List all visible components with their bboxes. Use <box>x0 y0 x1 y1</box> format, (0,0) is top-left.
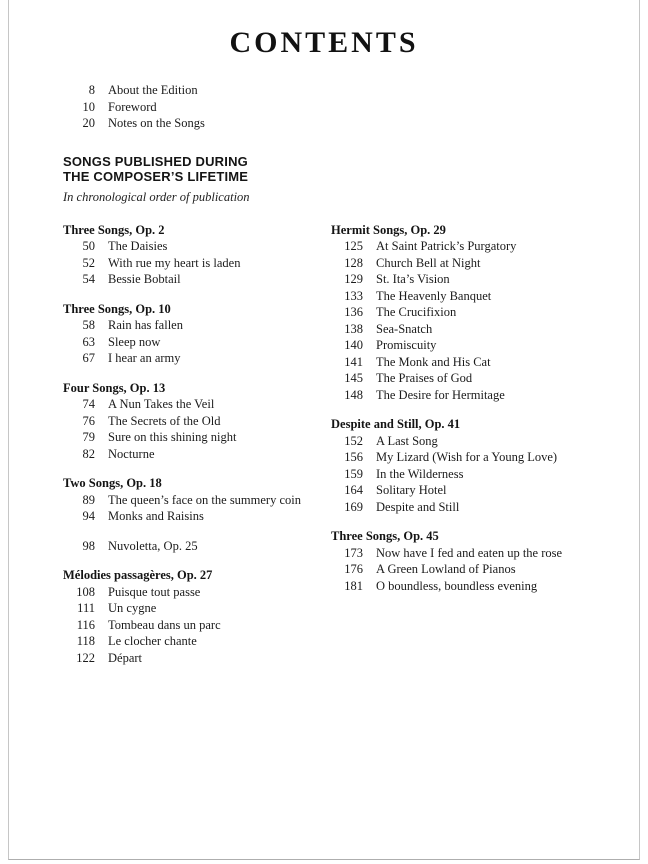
song-title: St. Ita’s Vision <box>376 272 450 286</box>
section-heading <box>63 154 621 185</box>
song-title: Sleep now <box>108 334 161 349</box>
toc-entry <box>63 396 331 413</box>
toc-entry <box>331 370 621 387</box>
song-group <box>63 222 331 288</box>
page-number: 136 <box>344 305 363 319</box>
page-number: 173 <box>344 545 363 560</box>
song-title: The Monk and His Cat <box>376 354 491 369</box>
song-title: Solitary Hotel <box>376 483 447 497</box>
song-title: Church Bell at Night <box>376 255 481 270</box>
song-title: About the Edition <box>108 83 198 97</box>
song-title: The Heavenly Banquet <box>376 288 492 303</box>
song-title: Rain has fallen <box>108 318 183 332</box>
song-title: Notes on the Songs <box>108 116 205 130</box>
toc-entry <box>331 449 621 466</box>
song-title: My Lizard (Wish for a Young Love) <box>376 450 558 464</box>
toc-entry <box>331 578 621 595</box>
page-number: 145 <box>344 371 363 385</box>
toc-entry <box>331 561 621 578</box>
song-title: A Green Lowland of Pianos <box>376 562 516 576</box>
song-title: A Last Song <box>376 433 438 448</box>
page-number: 141 <box>344 354 363 369</box>
song-title: Despite and Still <box>376 499 460 514</box>
toc-entry <box>331 482 621 499</box>
contents-page <box>8 0 640 860</box>
toc-entry <box>63 413 331 430</box>
song-title: Sure on this shining night <box>108 430 237 444</box>
page-number: 116 <box>76 617 95 632</box>
page-number: 76 <box>82 413 95 428</box>
song-group <box>63 475 331 525</box>
section-subheading: In chronological order of publication <box>63 189 250 204</box>
page-number: 176 <box>344 562 363 576</box>
toc-entry <box>331 238 621 255</box>
toc-entry <box>331 499 621 516</box>
toc-entry <box>331 304 621 321</box>
group-heading: Two Songs, Op. 18 <box>63 476 162 490</box>
toc-entry <box>63 82 621 99</box>
song-title: Bessie Bobtail <box>108 272 181 286</box>
song-title: The Secrets of the Old <box>108 413 221 428</box>
song-title: Nocturne <box>108 446 155 461</box>
song-group <box>331 416 621 515</box>
song-title: Promiscuity <box>376 338 437 352</box>
toc-entry <box>63 334 331 351</box>
group-heading: Despite and Still, Op. 41 <box>331 417 461 431</box>
song-group <box>63 380 331 463</box>
song-title: Le clocher chante <box>108 634 197 648</box>
song-title: Puisque tout passe <box>108 584 201 599</box>
song-group <box>63 301 331 367</box>
page-content <box>9 60 639 679</box>
page-number: 159 <box>344 466 363 481</box>
page-title: CONTENTS <box>229 26 419 59</box>
toc-entry <box>63 429 331 446</box>
page-number: 8 <box>88 83 95 97</box>
song-group <box>331 528 621 594</box>
page-number: 52 <box>82 255 95 270</box>
song-title: With rue my heart is laden <box>108 255 241 270</box>
page-number: 50 <box>82 239 95 253</box>
section-heading-line1: SONGS PUBLISHED DURING <box>63 153 248 169</box>
page-number: 129 <box>344 272 363 286</box>
toc-entry <box>331 321 621 338</box>
page-number: 89 <box>82 492 95 507</box>
page-number: 148 <box>344 387 363 402</box>
toc-entry <box>63 271 331 288</box>
page-number: 10 <box>82 99 95 114</box>
section-heading-line2: THE COMPOSER’S LIFETIME <box>63 169 249 184</box>
toc-entry <box>63 617 331 634</box>
page-number: 138 <box>344 321 363 336</box>
song-title: Un cygne <box>108 601 157 615</box>
toc-entry <box>63 350 331 367</box>
page-number: 128 <box>344 255 363 270</box>
toc-entry <box>63 115 621 132</box>
song-title: Now have I fed and eaten up the rose <box>376 545 563 560</box>
toc-column-left <box>63 222 331 680</box>
page-number: 181 <box>344 578 363 593</box>
song-title: Tombeau dans un parc <box>108 617 221 632</box>
group-heading: Three Songs, Op. 2 <box>63 222 165 237</box>
song-group <box>63 567 331 666</box>
page-number: 140 <box>344 338 363 352</box>
page-number: 125 <box>344 239 363 253</box>
toc-entry <box>331 288 621 305</box>
group-heading: Three Songs, Op. 10 <box>63 301 171 316</box>
toc-entry <box>63 584 331 601</box>
song-title: I hear an army <box>108 351 181 365</box>
toc-entry <box>331 466 621 483</box>
page-number: 58 <box>82 318 95 332</box>
song-title: Nuvoletta, Op. 25 <box>108 538 198 553</box>
page-number: 54 <box>82 272 95 286</box>
toc-entry <box>63 446 331 463</box>
page-number: 164 <box>344 483 363 497</box>
page-number: 63 <box>82 334 95 349</box>
song-title: The Daisies <box>108 239 168 253</box>
song-title: Foreword <box>108 99 157 114</box>
page-number: 118 <box>76 634 95 648</box>
toc-column-right <box>331 222 621 680</box>
toc-entry <box>63 600 331 617</box>
song-title: In the Wilderness <box>376 466 464 481</box>
toc-entry <box>63 508 331 525</box>
group-heading: Hermit Songs, Op. 29 <box>331 222 446 237</box>
toc-entry <box>63 99 621 116</box>
song-title: Monks and Raisins <box>108 509 204 523</box>
song-group <box>331 222 621 404</box>
song-title: The Praises of God <box>376 371 473 385</box>
toc-entry <box>331 545 621 562</box>
page-number: 20 <box>82 116 95 130</box>
song-title: Départ <box>108 650 143 665</box>
toc-entry <box>331 271 621 288</box>
page-number: 74 <box>82 397 95 411</box>
song-title: The queen’s face on the summery coin <box>108 492 301 507</box>
toc-entry <box>331 354 621 371</box>
group-heading: Four Songs, Op. 13 <box>63 380 166 395</box>
toc-entry <box>63 317 331 334</box>
toc-entry <box>331 387 621 404</box>
group-heading: Three Songs, Op. 45 <box>331 529 439 543</box>
group-heading: Mélodies passagères, Op. 27 <box>63 568 213 582</box>
page-number: 94 <box>82 509 95 523</box>
toc-entry <box>331 337 621 354</box>
song-title: The Crucifixion <box>376 305 457 319</box>
toc-entry <box>63 650 331 667</box>
toc-columns <box>63 222 621 680</box>
page-number: 108 <box>76 584 95 599</box>
song-title: A Nun Takes the Veil <box>108 397 215 411</box>
page-number: 156 <box>344 450 363 464</box>
toc-entry <box>331 433 621 450</box>
song-title: Sea-Snatch <box>376 321 433 336</box>
page-number: 169 <box>344 499 363 514</box>
page-number: 152 <box>344 433 363 448</box>
toc-entry <box>63 255 331 272</box>
toc-entry <box>331 255 621 272</box>
page-number: 133 <box>344 288 363 303</box>
page-number: 122 <box>76 650 95 665</box>
song-title: The Desire for Hermitage <box>376 387 505 402</box>
song-group <box>63 538 331 555</box>
page-number: 79 <box>82 430 95 444</box>
toc-entry <box>63 492 331 509</box>
toc-entry <box>63 633 331 650</box>
page-number: 67 <box>82 351 95 365</box>
page-number: 82 <box>82 446 95 461</box>
song-title: O boundless, boundless evening <box>376 578 538 593</box>
song-title: At Saint Patrick’s Purgatory <box>376 239 517 253</box>
toc-entry <box>63 538 331 555</box>
toc-entry <box>63 238 331 255</box>
page-number: 111 <box>77 601 95 615</box>
page-number: 98 <box>82 538 95 553</box>
front-matter-list <box>63 82 621 132</box>
